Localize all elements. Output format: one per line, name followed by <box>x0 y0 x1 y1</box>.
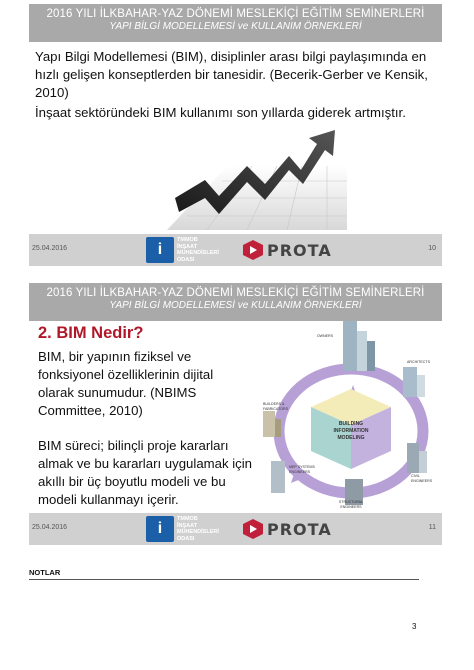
svg-text:STRUCTURAL: STRUCTURAL <box>338 500 364 504</box>
slide-title: 2. BIM Nedir? <box>38 324 144 342</box>
prota-logo-text: PROTA <box>267 241 332 260</box>
slide-header <box>29 4 442 42</box>
bim-lifecycle-diagram <box>261 311 441 511</box>
imo-logo-icon: i <box>146 237 174 263</box>
svg-text:BUILDING: BUILDING <box>338 421 364 427</box>
slide-footer <box>29 234 442 266</box>
mep-building <box>271 461 285 493</box>
header-line-2: YAPI BİLGİ MODELLEMESİ ve KULLANIM ÖRNEKLERİ <box>109 300 362 311</box>
svg-text:ENGINEERS: ENGINEERS <box>289 470 311 474</box>
slide-paragraph: BIM, bir yapının fiziksel ve fonksiyonel özelliklerinin dijital olarak sunumudur. (NBIMS Committee, 2010) <box>38 349 214 418</box>
architects-building <box>403 367 425 397</box>
imo-logo-text: TMMOB İNŞAAT MÜHENDİSLERİ ODASI <box>177 516 219 542</box>
slide-date: 25.04.2016 <box>32 524 68 531</box>
imo-logo-text: TMMOB İNŞAAT MÜHENDİSLERİ ODASI <box>177 237 219 263</box>
imo-logo-icon: i <box>146 516 174 542</box>
svg-text:BUILDERS &: BUILDERS & <box>263 402 285 406</box>
prota-logo-text: PROTA <box>267 520 332 539</box>
svg-text:ARCHITECTS: ARCHITECTS <box>407 360 430 364</box>
slide-11 <box>29 283 442 545</box>
slide-paragraph: Yapı Bilgi Modellemesi (BIM), disiplinler arası bilgi paylaşımında en hızlı gelişen konseptlerden bir tanesidir. (Becerik-Gerber ve Kensik, 2010) <box>35 49 428 100</box>
prota-logo-icon <box>242 239 264 261</box>
owners-building <box>343 321 375 371</box>
svg-text:ENGINEERS: ENGINEERS <box>411 479 433 483</box>
svg-text:FABRICATORS: FABRICATORS <box>263 407 289 411</box>
header-line-2: YAPI BİLGİ MODELLEMESİ ve KULLANIM ÖRNEKLERİ <box>109 21 362 32</box>
notes-label: NOTLAR <box>29 568 61 577</box>
svg-text:OWNERS: OWNERS <box>316 334 333 338</box>
slide-paragraph: İnşaat sektöründeki BIM kullanımı son yıllarda giderek artmıştır. <box>35 105 406 120</box>
slide-paragraph: BIM süreci; bilinçli proje kararları almak ve bu kararları uygulamak için akıllı bir üç boyutlu modeli ve bu modeli kullanmayı içerir. <box>38 438 253 507</box>
header-line-1: 2016 YILI İLKBAHAR-YAZ DÖNEMİ MESLEKİÇİ EĞİTİM SEMİNERLERİ <box>46 287 425 299</box>
prota-logo-icon <box>242 518 264 540</box>
header-line-1: 2016 YILI İLKBAHAR-YAZ DÖNEMİ MESLEKİÇİ EĞİTİM SEMİNERLERİ <box>46 8 425 20</box>
svg-text:INFORMATION: INFORMATION <box>333 428 369 434</box>
svg-text:ENGINEERS: ENGINEERS <box>340 505 362 509</box>
notes-divider <box>29 579 419 580</box>
page-number: 3 <box>412 622 417 631</box>
svg-text:MODELING: MODELING <box>337 435 365 441</box>
rising-arrow-illustration <box>167 126 347 230</box>
slide-page-number: 10 <box>428 245 436 252</box>
slide-10 <box>29 4 442 266</box>
svg-text:MEP SYSTEMS: MEP SYSTEMS <box>289 465 315 469</box>
slide-page-number: 11 <box>428 524 436 531</box>
slide-footer <box>29 513 442 545</box>
svg-text:CIVIL: CIVIL <box>411 474 420 478</box>
slide-date: 25.04.2016 <box>32 245 68 252</box>
